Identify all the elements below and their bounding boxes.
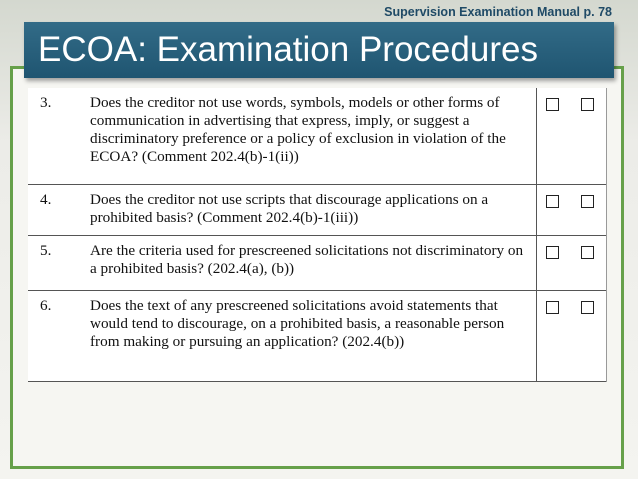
question-text: Are the criteria used for prescreened solicitations not discriminatory on a prohibited basis? (202.4(a), (b)) — [90, 242, 524, 277]
yes-checkbox[interactable] — [546, 98, 559, 111]
yes-checkbox[interactable] — [546, 301, 559, 314]
source-reference: Supervision Examination Manual p. 78 — [384, 5, 612, 19]
title-bar — [24, 22, 614, 78]
question-number: 6. — [40, 297, 52, 314]
yes-checkbox[interactable] — [546, 246, 559, 259]
question-text: Does the creditor not use words, symbols, models or other forms of communication in advertising that express, imply, or suggest a discriminatory preference or a policy of exclusion in violation of the ECOA? (Comment 202.4(b)-1(ii)) — [90, 94, 506, 165]
column-divider — [536, 88, 537, 184]
question-row — [28, 88, 606, 185]
no-checkbox[interactable] — [581, 98, 594, 111]
question-row — [28, 185, 606, 236]
question-row — [28, 291, 606, 382]
question-number: 4. — [40, 191, 52, 208]
column-divider — [536, 236, 537, 290]
no-checkbox[interactable] — [581, 301, 594, 314]
no-checkbox[interactable] — [581, 246, 594, 259]
slide-title: ECOA: Examination Procedures — [38, 30, 538, 69]
column-divider — [536, 185, 537, 235]
question-number: 3. — [40, 94, 52, 111]
yes-checkbox[interactable] — [546, 195, 559, 208]
column-divider — [536, 291, 537, 381]
document-excerpt — [28, 88, 607, 382]
question-row — [28, 236, 606, 291]
question-text: Does the creditor not use scripts that discourage applications on a prohibited basis? (Comment 202.4(b)-1(iii)) — [90, 191, 489, 226]
question-number: 5. — [40, 242, 52, 259]
no-checkbox[interactable] — [581, 195, 594, 208]
question-text: Does the text of any prescreened solicitations avoid statements that would tend to discourage, on a prohibited basis, a reasonable person from making or pursuing an application? (202.4(b)) — [90, 297, 505, 350]
